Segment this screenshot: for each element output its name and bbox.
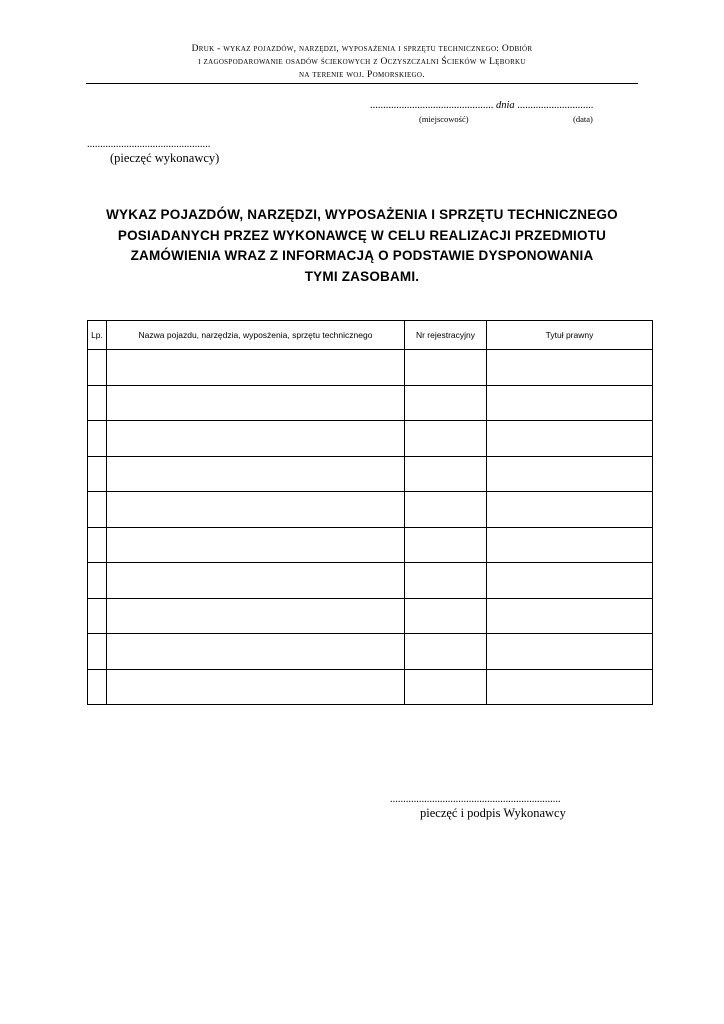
- stamp-label: (pieczęć wykonawcy): [110, 151, 220, 165]
- cell-legal-title[interactable]: [487, 421, 653, 457]
- table-row: [88, 492, 653, 528]
- table-row: [88, 669, 653, 705]
- cell-legal-title[interactable]: [487, 385, 653, 421]
- table-row: [88, 563, 653, 599]
- cell-lp[interactable]: [88, 456, 107, 492]
- cell-registration[interactable]: [405, 421, 487, 457]
- signature-label: pieczęć i podpis Wykonawcy: [420, 806, 566, 820]
- table-row: [88, 456, 653, 492]
- signature-dots: .................................................................: [390, 794, 561, 805]
- cell-name[interactable]: [107, 598, 405, 634]
- cell-name[interactable]: [107, 385, 405, 421]
- cell-name[interactable]: [107, 350, 405, 386]
- title-line-4: TYMI ZASOBAMI.: [304, 268, 420, 284]
- table-row: [88, 350, 653, 386]
- column-header-registration: Nr rejestracyjny: [405, 321, 487, 350]
- cell-name[interactable]: [107, 492, 405, 528]
- cell-registration[interactable]: [405, 492, 487, 528]
- place-dots: ...............................................: [370, 100, 494, 111]
- cell-registration[interactable]: [405, 527, 487, 563]
- table-row: [88, 598, 653, 634]
- cell-name[interactable]: [107, 669, 405, 705]
- cell-lp[interactable]: [88, 492, 107, 528]
- assets-table: [87, 320, 653, 705]
- table-row: [88, 421, 653, 457]
- title-line-3: ZAMÓWIENIA WRAZ Z INFORMACJĄ O PODSTAWIE DYSPONOWANIA: [130, 248, 594, 263]
- cell-name[interactable]: [107, 563, 405, 599]
- cell-lp[interactable]: [88, 634, 107, 670]
- cell-name[interactable]: [107, 456, 405, 492]
- cell-lp[interactable]: [88, 421, 107, 457]
- cell-lp[interactable]: [88, 669, 107, 705]
- column-header-legal-title: Tytuł prawny: [487, 321, 653, 350]
- cell-registration[interactable]: [405, 634, 487, 670]
- table-row: [88, 634, 653, 670]
- cell-registration[interactable]: [405, 669, 487, 705]
- cell-legal-title[interactable]: [487, 350, 653, 386]
- document-title: [86, 205, 638, 287]
- column-header-name: Nazwa pojazdu, narzędzia, wyposżenia, sprzętu technicznego: [107, 321, 405, 350]
- cell-registration[interactable]: [405, 563, 487, 599]
- cell-legal-title[interactable]: [487, 527, 653, 563]
- cell-legal-title[interactable]: [487, 456, 653, 492]
- cell-legal-title[interactable]: [487, 492, 653, 528]
- cell-registration[interactable]: [405, 385, 487, 421]
- header-line-2: i zagospodarowanie osadów ściekowych z Oczyszczalni Ścieków w Lęborku: [198, 57, 526, 67]
- table-row: [88, 527, 653, 563]
- cell-lp[interactable]: [88, 598, 107, 634]
- header-line-1: Druk - wykaz pojazdów, narzędzi, wyposażenia i sprzętu technicznego: Odbiór: [191, 44, 533, 54]
- cell-name[interactable]: [107, 421, 405, 457]
- cell-legal-title[interactable]: [487, 598, 653, 634]
- dnia-label: dnia: [496, 100, 515, 111]
- column-header-lp: Lp.: [88, 321, 107, 350]
- cell-registration[interactable]: [405, 456, 487, 492]
- cell-legal-title[interactable]: [487, 563, 653, 599]
- title-line-1: WYKAZ POJAZDÓW, NARZĘDZI, WYPOSAŻENIA I SPRZĘTU TECHNICZNEGO: [106, 207, 618, 222]
- cell-legal-title[interactable]: [487, 634, 653, 670]
- cell-lp[interactable]: [88, 563, 107, 599]
- cell-legal-title[interactable]: [487, 669, 653, 705]
- cell-registration[interactable]: [405, 598, 487, 634]
- cell-lp[interactable]: [88, 527, 107, 563]
- date-line: [370, 100, 640, 111]
- cell-name[interactable]: [107, 634, 405, 670]
- date-label: (data): [573, 114, 593, 124]
- cell-name[interactable]: [107, 527, 405, 563]
- table-row: [88, 385, 653, 421]
- date-dots: .............................: [517, 100, 594, 111]
- title-line-2: POSIADANYCH PRZEZ WYKONAWCĘ W CELU REALIZACJI PRZEDMIOTU: [117, 227, 607, 243]
- header-divider: [86, 83, 638, 84]
- table-header-row: [88, 321, 653, 350]
- cell-registration[interactable]: [405, 350, 487, 386]
- cell-lp[interactable]: [88, 385, 107, 421]
- cell-lp[interactable]: [88, 350, 107, 386]
- stamp-dots: ...............................................: [87, 139, 211, 150]
- place-label: (miejscowość): [419, 114, 469, 124]
- document-header: [86, 43, 638, 82]
- header-line-3: na terenie woj. Pomorskiego.: [299, 70, 425, 80]
